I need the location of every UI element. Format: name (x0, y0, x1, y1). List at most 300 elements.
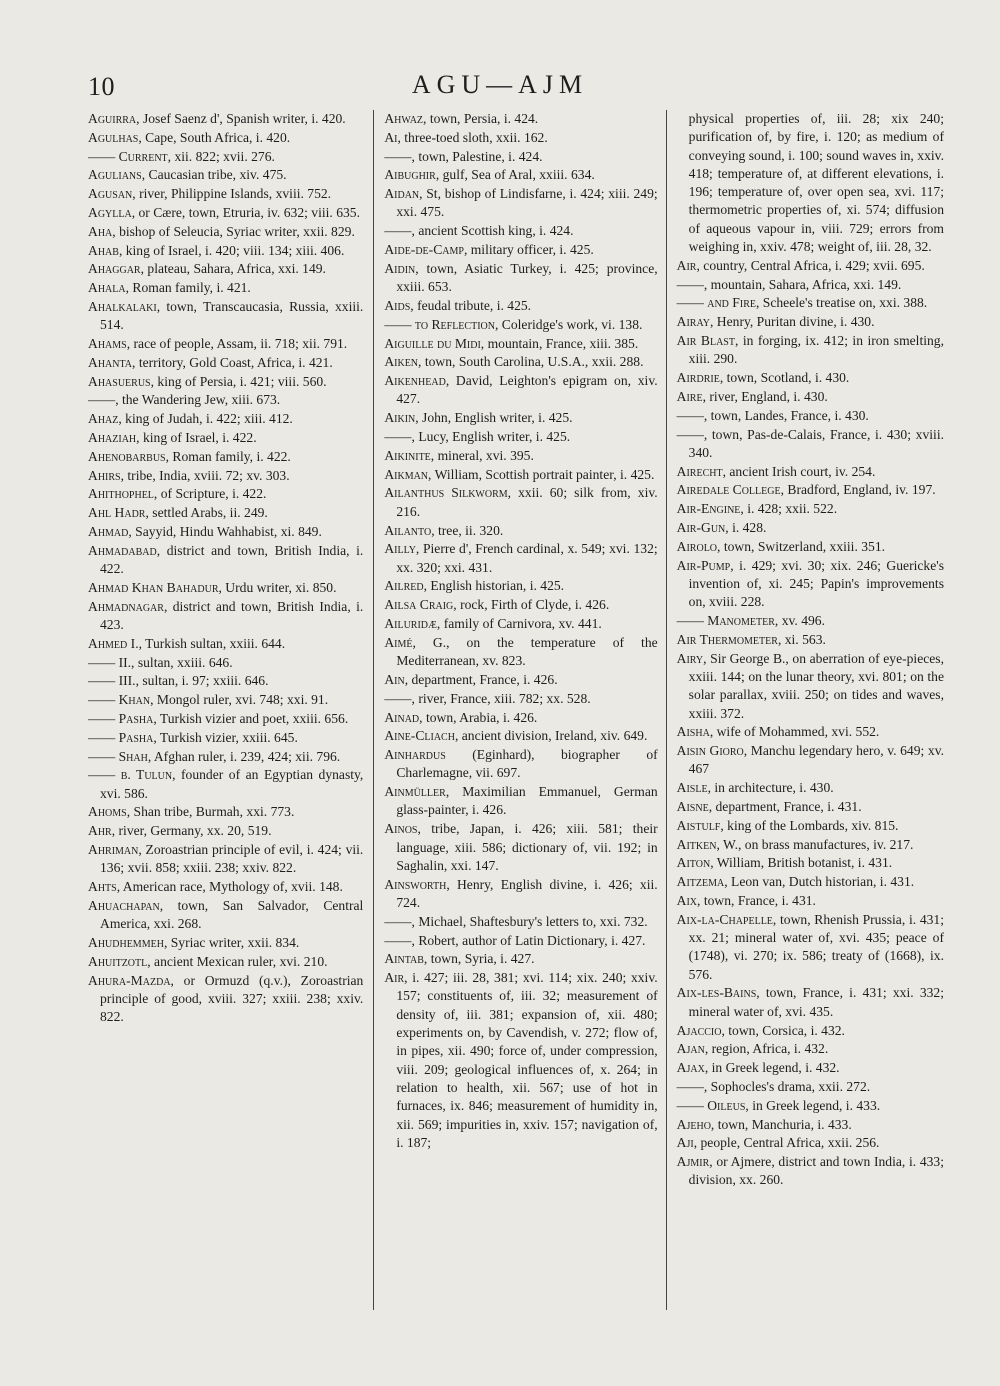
entry-headword: —— Manometer (676, 613, 775, 629)
entry-headword: Aikinite (384, 447, 431, 463)
entry-text: III., sultan, i. 97; xxiii. 646. (115, 673, 269, 689)
entry-text: , settled Arabs, ii. 249. (145, 505, 268, 521)
index-entry (677, 836, 944, 854)
entry-headword: Air-Pump (676, 557, 731, 573)
entry-headword: Ainmüller (384, 784, 446, 800)
entry-text: , plateau, Sahara, Africa, xxi. 149. (140, 261, 326, 277)
index-entry (384, 447, 657, 465)
entry-text: , Coleridge's work, vi. 138. (494, 316, 643, 332)
index-entry (384, 727, 657, 745)
index-entry (384, 110, 657, 128)
entry-headword: Aisin Gioro (676, 743, 744, 759)
index-entry (677, 313, 944, 331)
index-entry (88, 166, 363, 184)
entry-text: , Afghan ruler, i. 239, 424; xii. 796. (147, 748, 341, 764)
index-entry (88, 485, 363, 503)
index-entry (677, 481, 944, 499)
index-entry (677, 779, 944, 797)
entry-text: II., sultan, xxiii. 646. (115, 654, 233, 670)
index-entry (88, 185, 363, 203)
entry-headword: Ahirs (88, 467, 121, 483)
entry-text: , river, Philippine Islands, xviii. 752. (132, 186, 332, 202)
index-entry (677, 294, 944, 312)
entry-headword: Ahaggar (88, 261, 141, 277)
entry-headword: Ahmad (88, 524, 129, 540)
index-entry (88, 242, 363, 260)
entry-headword: Ahudhemmeh (88, 935, 164, 951)
entry-headword: —— (88, 673, 116, 689)
entry-text: , rock, Firth of Clyde, i. 426. (453, 597, 610, 613)
index-entry (88, 972, 363, 1027)
entry-headword: —— (384, 429, 412, 445)
entry-text: , tree, ii. 320. (431, 522, 504, 538)
entry-text: , the Wandering Jew, xiii. 673. (115, 392, 281, 408)
entry-headword: —— (384, 932, 412, 948)
entry-text: , ancient division, Ireland, xiv. 649. (454, 728, 648, 744)
entry-text: , mountain, Sahara, Africa, xxi. 149. (703, 276, 902, 292)
index-entry (677, 463, 944, 481)
entry-text: , town, France, i. 431; xxi. 332; mineral water of, xvi. 435. (688, 985, 944, 1019)
entry-headword: Ahala (88, 280, 126, 296)
index-entry (384, 540, 657, 577)
entry-text: , region, Africa, i. 432. (704, 1041, 829, 1057)
entry-text: , town, Transcaucasia, Russia, xxiii. 514. (100, 298, 364, 333)
entry-headword: —— (88, 654, 116, 670)
index-entry (88, 373, 363, 391)
index-entry (677, 276, 944, 294)
index-entry (384, 634, 657, 671)
entry-text: , mineral, xvi. 395. (430, 447, 534, 463)
index-entry (384, 596, 657, 614)
index-entry (384, 185, 657, 222)
entry-text: , town, Landes, France, i. 430. (703, 407, 869, 423)
entry-text: , William, Scottish portrait painter, i. 425. (428, 466, 655, 482)
entry-text: , tribe, India, xviii. 72; xv. 303. (120, 467, 290, 483)
entry-headword: Ajax (676, 1060, 705, 1076)
index-entry (677, 557, 944, 612)
index-entry (88, 429, 363, 447)
entry-text: , town, San Salvador, Central America, xxi. 268. (100, 897, 364, 932)
entry-text: , river, England, i. 430. (702, 388, 828, 404)
entry-text: , king of Persia, i. 421; viii. 560. (150, 373, 327, 389)
entry-headword: Aids (384, 297, 411, 313)
entry-headword: Ainad (384, 709, 420, 725)
entry-text: , W., on brass manufactures, iv. 217. (716, 836, 914, 852)
entry-text: , Lucy, English writer, i. 425. (411, 429, 571, 445)
entry-text: , i. 427; iii. 28, 381; xvi. 114; xix. 240; xxiv. 157; constituents of, iii. 32; measurement of density of, iii. 381; expansion of, xii. 480; experiments on, by Cavendish, v. 272; flow of, in pipes, xii. 490; force of, under compression, viii. 209; geological influences of, x. 264; in relation to health, xii. 567; use of hot in furnaces, ix. 846; measurement of humidity in, xii. 569; impurities in, xxiv. 157; navigation of, i. 187; (396, 970, 658, 1150)
entry-text: , department, France, i. 431. (708, 798, 862, 814)
entry-text: , Caucasian tribe, xiv. 475. (141, 167, 287, 183)
index-entry (677, 1040, 944, 1058)
entry-text: , Zoroastrian principle of evil, i. 424; vii. 136; xvii. 858; xxiii. 238; xxiv. 822. (100, 842, 364, 876)
entry-headword: Ahuachapan (88, 897, 160, 913)
entry-text: , country, Central Africa, i. 429; xvii. 695. (696, 257, 925, 273)
index-entry (384, 746, 657, 783)
index-columns (88, 110, 944, 1310)
entry-headword: Aiton (676, 855, 711, 871)
entry-headword: Aisle (676, 780, 708, 796)
index-entry (384, 950, 657, 968)
entry-headword: Airdrie (676, 370, 720, 386)
entry-text: , Leon van, Dutch historian, i. 431. (724, 874, 915, 890)
entry-headword: —— and Fire (676, 295, 756, 311)
entry-text: , Pierre d', French cardinal, x. 549; xvi. 132; xx. 320; xxi. 431. (396, 541, 658, 575)
entry-headword: Ahl Hadr (88, 505, 146, 521)
index-entry (677, 500, 944, 518)
entry-text: , town, South Carolina, U.S.A., xxii. 288. (418, 354, 644, 370)
entry-headword: Ahab (88, 242, 119, 258)
entry-text: , Sir George B., on aberration of eye-pieces, xxiii. 144; on the lunar theory, xvi. 801; on the solar parallax, xviii. 250; on tides and waves, xxiii. 372. (688, 650, 944, 721)
index-entry (677, 1153, 944, 1190)
entry-text: physical properties of, iii. 28; xix 240; purification of, by fire, i. 120; as medium of conveying sound, i. 100; sound waves in, xxiv. 418; temperature of, at different elevations, i. 196; temperature of, over open sea, xvi. 117; thermometric properties of, xi. 574; diffusion of aqueous vapour in, viii. 729; errors from weighing in, xxiv. 478; weight of, iii. 28, 32. (688, 111, 944, 255)
entry-headword: —— Khan (88, 692, 151, 708)
entry-headword: Ainos (384, 821, 418, 837)
index-entry (88, 129, 363, 147)
entry-headword: Ahasuerus (88, 373, 151, 389)
entry-headword: Ainhardus (384, 747, 446, 763)
entry-text: , ancient Irish court, iv. 254. (722, 463, 876, 479)
entry-headword: Ainsworth (384, 876, 447, 892)
entry-headword: Aidan (384, 186, 420, 202)
entry-text: , town, Palestine, i. 424. (411, 148, 543, 164)
entry-headword: Aikenhead (384, 373, 446, 389)
entry-headword: Ahenobarbus (88, 448, 166, 464)
entry-headword: Ahwaz (384, 111, 424, 126)
entry-headword: —— (384, 223, 412, 239)
index-entry (88, 748, 363, 766)
index-entry (677, 650, 944, 723)
index-entry (384, 222, 657, 240)
index-entry (384, 353, 657, 371)
entry-text: , town, Switzerland, xxiii. 351. (717, 538, 886, 554)
entry-headword: Ahmadnagar (88, 598, 164, 614)
entry-text: , gulf, Sea of Aral, xxiii. 634. (435, 167, 595, 183)
entry-headword: Airy (676, 650, 704, 666)
entry-headword: Ahanta (88, 354, 133, 370)
entry-headword: Agusan (88, 186, 133, 202)
entry-headword: Agulhas (88, 129, 139, 145)
index-entry (677, 407, 944, 425)
index-entry (88, 710, 363, 728)
entry-headword: —— (384, 913, 412, 929)
entry-headword: Ajeho (676, 1116, 711, 1132)
entry-text: , in forging, ix. 412; in iron smelting, xiii. 290. (688, 333, 944, 367)
entry-headword: —— Pasha (88, 711, 154, 726)
entry-text: , Michael, Shaftesbury's letters to, xxi. 732. (411, 913, 648, 929)
entry-headword: —— Oileus (676, 1097, 746, 1113)
index-entry (384, 876, 657, 913)
index-entry (384, 932, 657, 950)
index-entry (88, 934, 363, 952)
entry-headword: Ailanthus Silkworm (384, 485, 508, 501)
index-entry (384, 690, 657, 708)
entry-headword: —— (384, 690, 412, 706)
index-entry (88, 579, 363, 597)
entry-text: , in architecture, i. 430. (707, 780, 834, 796)
entry-headword: Aikman (384, 466, 429, 482)
index-entry (88, 878, 363, 896)
entry-text: , tribe, Japan, i. 426; xiii. 581; their language, xiii. 586; dictionary of, vii. 192; in Saghalin, xxi. 147. (396, 821, 658, 873)
entry-headword: Air Thermometer (676, 631, 778, 647)
index-entry (384, 372, 657, 409)
entry-text: , Sophocles's drama, xxii. 272. (703, 1078, 871, 1094)
entry-text: , town, Manchuria, i. 433. (710, 1116, 852, 1132)
entry-text: (Eginhard), biographer of Charlemagne, vii. 697. (396, 747, 658, 781)
running-head: AGU—AJM (411, 70, 589, 99)
entry-headword: —— Current (88, 148, 168, 164)
entry-headword: —— Shah (88, 748, 148, 764)
entry-text: , military officer, i. 425. (463, 242, 594, 258)
entry-headword: Aikin (384, 410, 416, 426)
entry-headword: Aitzema (676, 874, 725, 890)
entry-text: , district and town, British India, i. 422. (100, 542, 364, 577)
entry-headword: Agylla (88, 204, 132, 220)
entry-text: , river, Germany, xx. 20, 519. (111, 823, 272, 839)
index-entry (677, 1134, 944, 1152)
index-column-1 (88, 110, 374, 1310)
entry-headword: Aine-Cliach (384, 728, 455, 744)
entry-text: , ancient Scottish king, i. 424. (411, 223, 574, 239)
index-entry (88, 897, 363, 934)
entry-text: , David, Leighton's epigram on, xiv. 427. (396, 373, 658, 407)
entry-text: , town, Syria, i. 427. (423, 951, 535, 967)
entry-headword: Aisha (676, 724, 710, 740)
index-entry (88, 448, 363, 466)
index-entry (88, 410, 363, 428)
index-entry (384, 913, 657, 931)
entry-text: , mountain, France, xiii. 385. (480, 335, 639, 351)
entry-headword: —— Pasha (88, 729, 154, 745)
entry-text: , John, English writer, i. 425. (415, 410, 573, 426)
index-entry (384, 409, 657, 427)
entry-headword: Aidin (384, 260, 416, 276)
entry-headword: Ailsa Craig (384, 597, 454, 613)
entry-text: , people, Central Africa, xxii. 256. (693, 1135, 880, 1151)
index-entry (88, 279, 363, 297)
entry-headword: Ahaz (88, 411, 119, 427)
index-entry (677, 538, 944, 556)
entry-text: , Urdu writer, xi. 850. (218, 579, 337, 595)
entry-text: , founder of an Egyptian dynasty, xvi. 586. (100, 767, 364, 801)
index-entry (88, 598, 363, 635)
index-entry (677, 519, 944, 537)
index-entry (384, 335, 657, 353)
index-entry (677, 892, 944, 910)
index-entry (88, 542, 363, 579)
entry-headword: Agulians (88, 167, 142, 183)
entry-text: , Shan tribe, Burmah, xxi. 773. (126, 804, 295, 820)
entry-text: , Bradford, England, iv. 197. (780, 482, 936, 498)
entry-text: , Scheele's treatise on, xxi. 388. (755, 295, 928, 311)
entry-text: , American race, Mythology of, xvii. 148. (116, 879, 343, 895)
entry-text: , in Greek legend, i. 433. (745, 1097, 881, 1113)
entry-text: I., Turkish sultan, xxiii. 644. (127, 635, 286, 651)
entry-text: , town, Rhenish Prussia, i. 431; xx. 21; mineral water of, xvi. 435; peace of (1748), vi. 270; ix. 586; treaty of (1668), ix. 576. (688, 911, 944, 982)
index-entry (677, 723, 944, 741)
index-entry (677, 612, 944, 630)
entry-headword: Ailuridæ (384, 616, 437, 632)
entry-text: , territory, Gold Coast, Africa, i. 421. (132, 354, 333, 370)
entry-text: , xv. 496. (774, 613, 825, 629)
entry-headword: Ahmed (88, 635, 128, 651)
entry-text: , town, Scotland, i. 430. (719, 370, 850, 386)
index-entry (88, 672, 363, 690)
entry-text: , Henry, Puritan divine, i. 430. (710, 314, 875, 330)
entry-headword: Aibughir (384, 167, 436, 183)
entry-headword: Aimé (384, 634, 413, 650)
entry-headword: Ahaziah (88, 430, 137, 446)
entry-headword: —— b. Tulun (88, 767, 173, 783)
index-entry (384, 969, 657, 1152)
entry-text: , town, Pas-de-Calais, France, i. 430; xviii. 340. (688, 426, 944, 460)
index-entry (677, 854, 944, 872)
index-entry (384, 316, 657, 334)
entry-text: , bishop of Seleucia, Syriac writer, xxii. 829. (112, 223, 355, 239)
index-entry (677, 1022, 944, 1040)
index-entry (88, 504, 363, 522)
entry-headword: Aix-la-Chapelle (676, 911, 773, 927)
entry-text: , Turkish vizier and poet, xxiii. 656. (153, 711, 349, 726)
entry-headword: —— (88, 392, 116, 408)
index-entry (384, 783, 657, 820)
entry-headword: Ahalkalaki (88, 298, 157, 314)
entry-headword: Aix (676, 892, 698, 908)
index-entry (677, 1078, 944, 1096)
entry-text: , king of Israel, i. 422. (136, 430, 257, 446)
index-entry (677, 911, 944, 984)
entry-text: , town, Persia, i. 424. (423, 111, 539, 126)
index-entry (88, 391, 363, 409)
index-entry (677, 742, 944, 779)
index-column-3 (667, 110, 944, 1310)
entry-text: , St, bishop of Lindisfarne, i. 424; xiii. 249; xxi. 475. (396, 186, 658, 220)
index-entry (88, 729, 363, 747)
entry-text: , xxii. 60; silk from, xiv. 216. (396, 485, 658, 519)
entry-headword: —— (676, 276, 704, 292)
index-entry (88, 110, 363, 128)
index-entry (677, 257, 944, 275)
entry-text: , i. 428; xxii. 522. (740, 501, 838, 517)
index-entry (88, 523, 363, 541)
entry-headword: Ahura-Mazda (88, 972, 171, 988)
index-entry (677, 1059, 944, 1077)
entry-headword: Ahams (88, 336, 127, 352)
index-entry (384, 297, 657, 315)
entry-headword: Ailred (384, 578, 424, 594)
entry-text: , Turkish vizier, xxiii. 645. (153, 729, 298, 745)
entry-text: , English historian, i. 425. (423, 578, 565, 594)
index-entry (88, 298, 363, 335)
entry-text: , town, Arabia, i. 426. (419, 709, 538, 725)
entry-text: , Manchu legendary hero, v. 649; xv. 467 (688, 743, 944, 777)
entry-headword: —— (676, 426, 704, 442)
index-entry (677, 110, 944, 256)
entry-text: , G., on the temperature of the Mediterranean, xv. 823. (396, 634, 658, 669)
entry-text: , i. 428. (725, 520, 767, 536)
entry-headword: Ailanto (384, 522, 432, 538)
index-entry (88, 841, 363, 878)
index-entry (88, 223, 363, 241)
index-entry (384, 148, 657, 166)
index-entry (677, 369, 944, 387)
entry-text: , feudal tribute, i. 425. (410, 297, 532, 313)
index-entry (384, 577, 657, 595)
entry-text: , ancient Mexican ruler, xvi. 210. (147, 953, 328, 969)
entry-headword: Ajaccio (676, 1022, 722, 1038)
index-entry (88, 335, 363, 353)
entry-text: , town, Asiatic Turkey, i. 425; province, xxiii. 653. (396, 260, 658, 295)
entry-headword: Aire (676, 388, 703, 404)
index-entry (88, 148, 363, 166)
entry-text: , or Ormuzd (q.v.), Zoroastrian principle of good, xviii. 327; xxiii. 238; xxiv. 822. (100, 972, 364, 1025)
entry-headword: Ai (384, 129, 398, 145)
entry-text: , Henry, English divine, i. 426; xii. 724. (396, 876, 658, 910)
entry-headword: Ahoms (88, 804, 127, 820)
entry-text: , department, France, i. 426. (404, 671, 558, 687)
entry-headword: Air (676, 257, 697, 273)
index-entry (88, 691, 363, 709)
index-entry (384, 466, 657, 484)
index-entry (384, 260, 657, 297)
entry-headword: Airedale College (676, 482, 781, 498)
entry-headword: Airolo (676, 538, 718, 554)
entry-headword: Ajan (676, 1041, 705, 1057)
entry-text: , king of Judah, i. 422; xiii. 412. (118, 411, 293, 427)
index-entry (677, 388, 944, 406)
entry-text: , Roman family, i. 422. (165, 448, 291, 464)
index-entry (384, 166, 657, 184)
index-entry (677, 873, 944, 891)
index-entry (88, 953, 363, 971)
entry-headword: —— (676, 407, 704, 423)
entry-headword: Aisne (676, 798, 709, 814)
entry-headword: Ailly (384, 541, 416, 557)
index-entry (677, 1097, 944, 1115)
entry-headword: Air-Engine (676, 501, 741, 517)
index-entry (384, 709, 657, 727)
index-column-2 (374, 110, 666, 1310)
entry-headword: Ain (384, 671, 405, 687)
entry-headword: Aha (88, 223, 113, 239)
entry-text: , William, British botanist, i. 431. (710, 855, 893, 871)
entry-text: , race of people, Assam, ii. 718; xii. 791. (126, 336, 348, 352)
index-entry (677, 984, 944, 1021)
index-entry (677, 332, 944, 369)
entry-headword: Ahmad Khan Bahadur (88, 579, 219, 595)
entry-headword: Aiguille du Midi (384, 335, 481, 351)
index-entry (384, 129, 657, 147)
entry-text: , Syriac writer, xxii. 834. (163, 935, 300, 951)
index-entry (677, 1116, 944, 1134)
index-entry (88, 467, 363, 485)
entry-text: , town, France, i. 431. (697, 892, 816, 908)
entry-headword: Ahts (88, 879, 117, 895)
page-number: 10 (88, 72, 115, 101)
index-entry (384, 615, 657, 633)
index-entry (677, 798, 944, 816)
index-entry (88, 766, 363, 803)
entry-headword: Aguirra (88, 111, 137, 126)
index-entry (88, 204, 363, 222)
entry-headword: Air (384, 970, 405, 986)
entry-text: , district and town, British India, i. 423. (100, 598, 364, 633)
index-entry (88, 635, 363, 653)
entry-headword: Aix-les-Bains (676, 985, 757, 1001)
entry-text: , xii. 822; xvii. 276. (167, 148, 275, 164)
entry-text: , river, France, xiii. 782; xx. 528. (411, 690, 591, 706)
index-entry (88, 354, 363, 372)
entry-text: , Roman family, i. 421. (125, 280, 251, 296)
